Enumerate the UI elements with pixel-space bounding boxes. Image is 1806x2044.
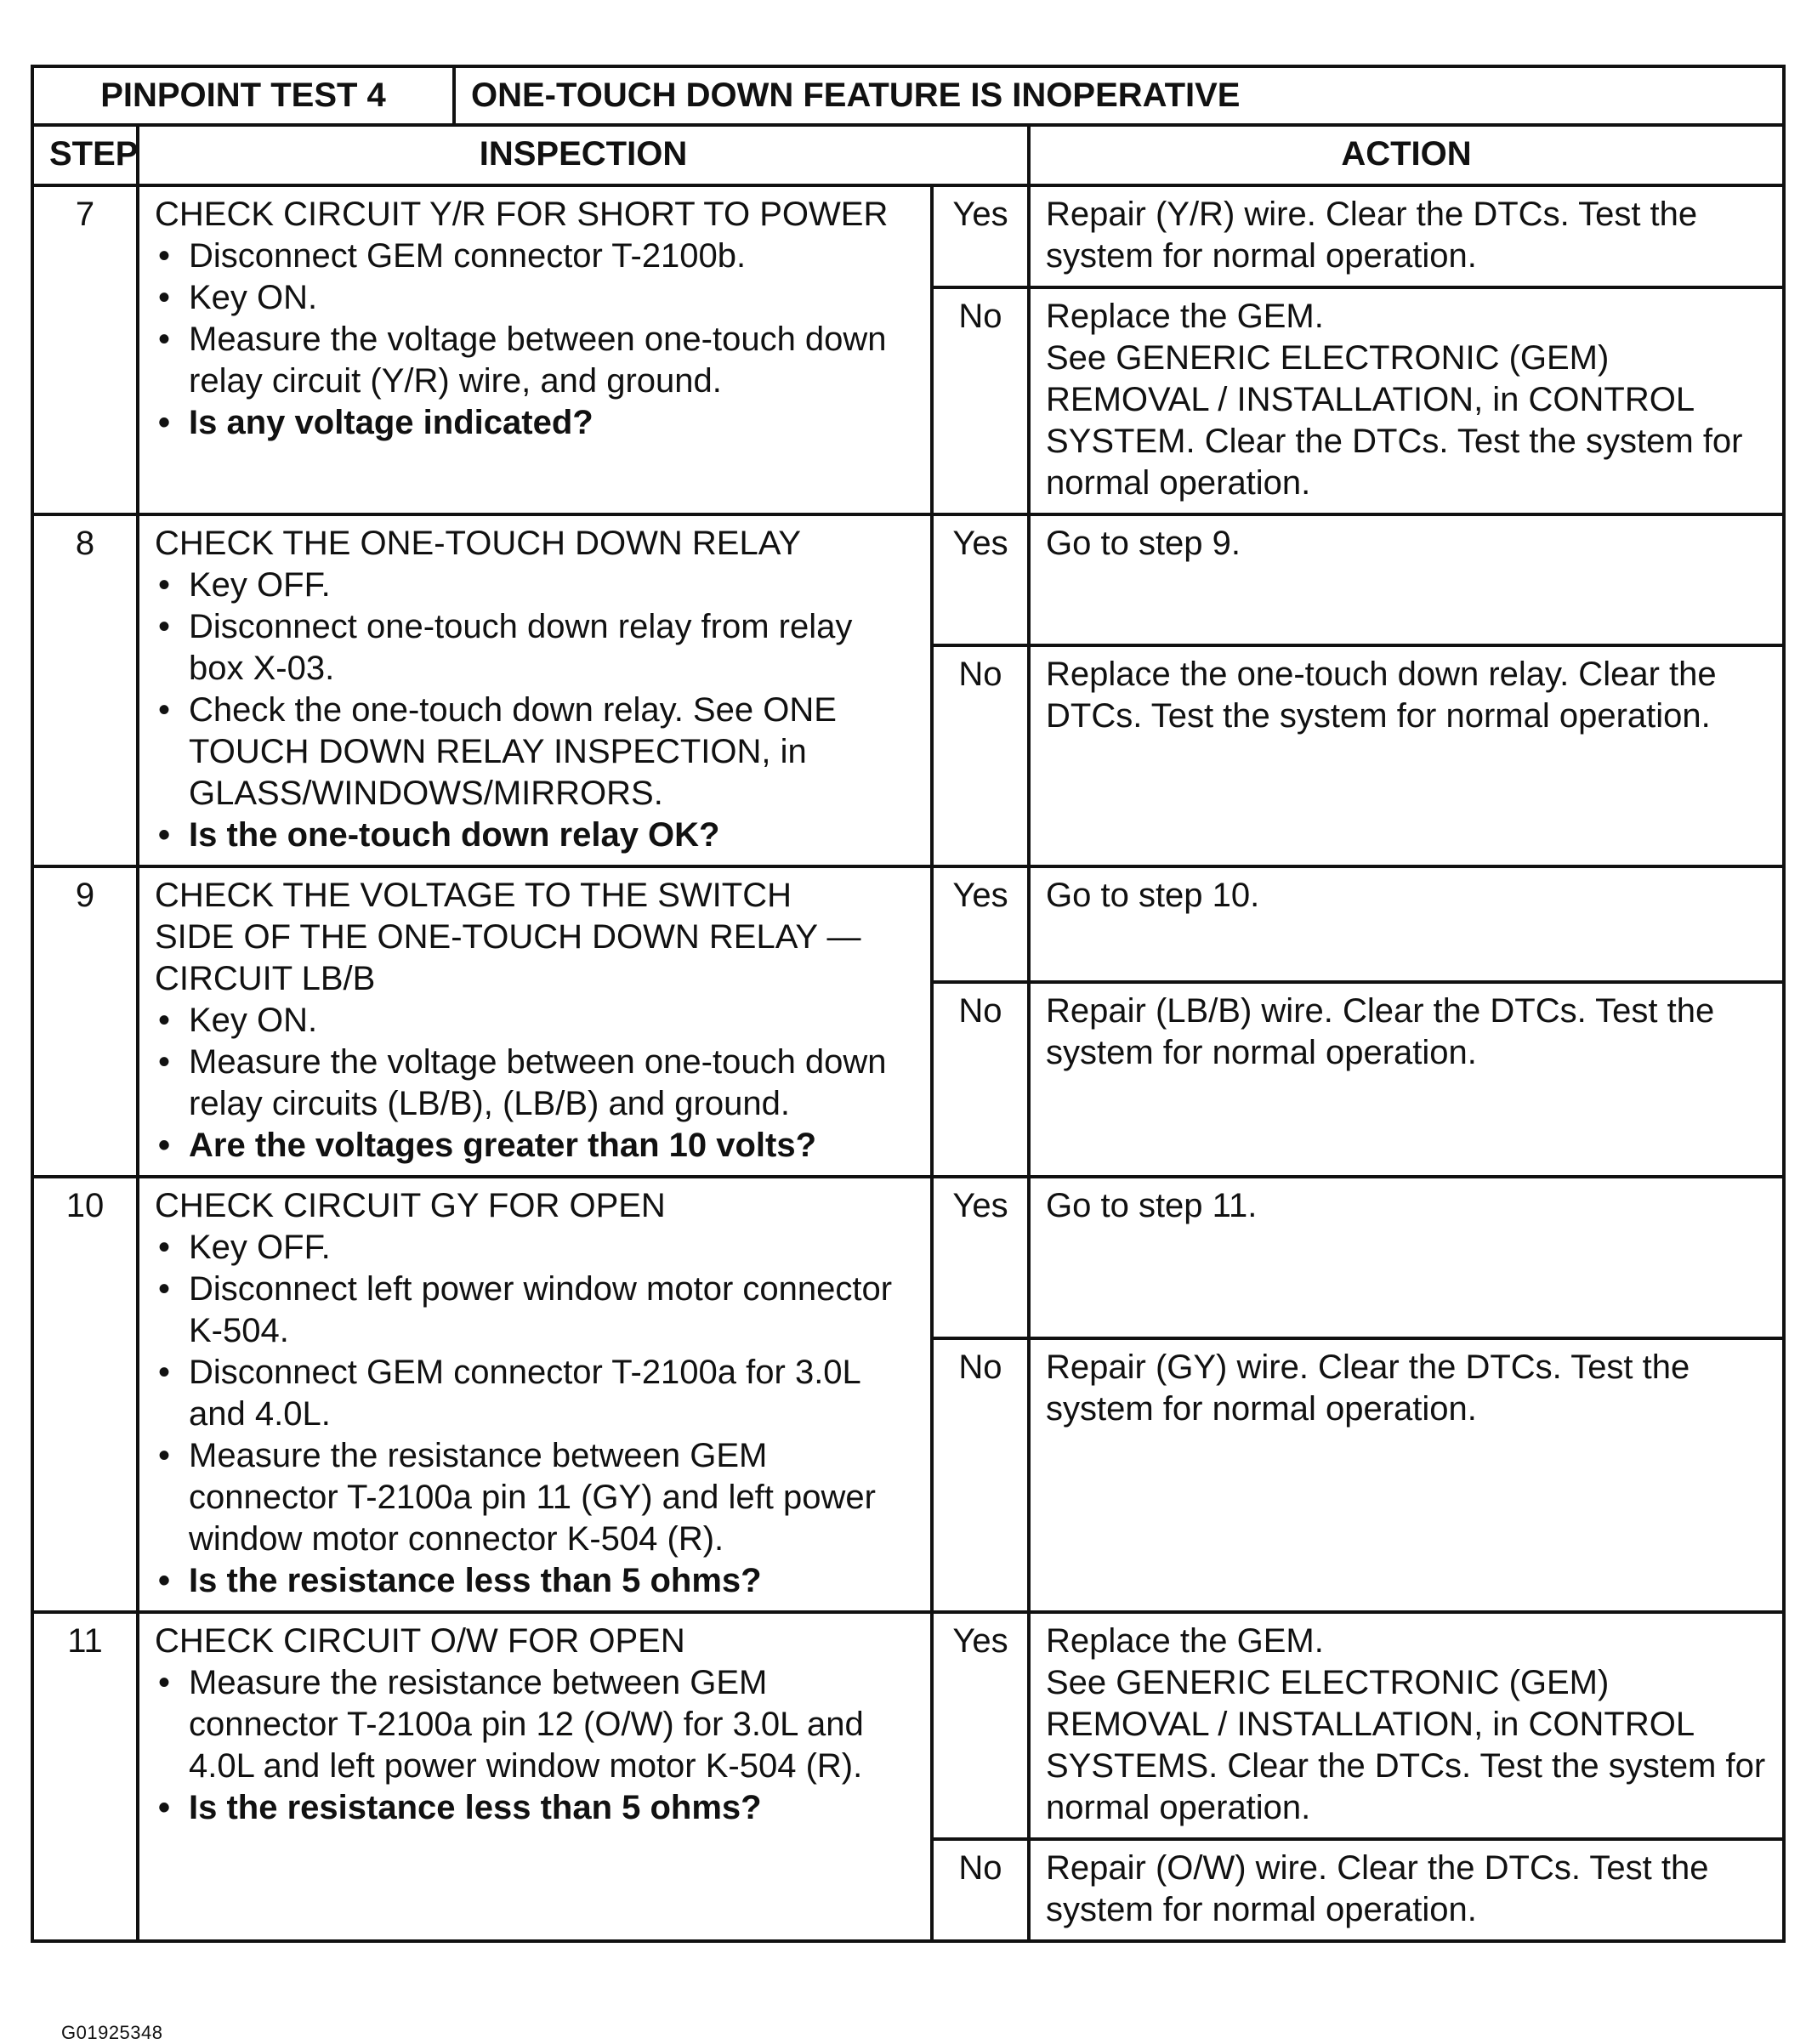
inspection-bullet: • Key ON. [155, 1000, 915, 1042]
answer-label: Yes [932, 866, 1029, 982]
step-number: 10 [32, 1177, 138, 1612]
header-layout [34, 68, 1782, 123]
inspection-bullet: • Disconnect left power window motor connector K-504. [155, 1269, 915, 1352]
answer-label: No [932, 982, 1029, 1177]
action-text: See GENERIC ELECTRONIC (GEM) REMOVAL / INSTALLATION, in CONTROL SYSTEMS. Clear the DTCs. Test the system for normal operation. [1046, 1664, 1766, 1826]
action-cell [1029, 866, 1784, 982]
step-number: 7 [32, 185, 138, 514]
test-title-box [456, 68, 1782, 123]
step-row [32, 1177, 1784, 1338]
inspection-steps-list [155, 565, 915, 856]
action-text: Go to step 11. [1046, 1187, 1258, 1224]
action-first-line: Replace the GEM. [1046, 298, 1324, 335]
pinpoint-test-table [31, 65, 1786, 1943]
action-first-line: Replace the GEM. [1046, 1622, 1324, 1660]
inspection-steps-list [155, 236, 915, 444]
inspection-title: CHECK CIRCUIT GY FOR OPEN [155, 1187, 666, 1224]
inspection-bullet: • Measure the voltage between one-touch down relay circuit (Y/R) wire, and ground. [155, 319, 915, 402]
inspection-bullet: • Key OFF. [155, 565, 915, 606]
inspection-bullet: • Measure the resistance between GEM connector T-2100a pin 12 (O/W) for 3.0L and 4.0L and left power window motor K-504 (R). [155, 1662, 915, 1787]
column-header-row [32, 125, 1784, 185]
action-cell [1029, 1839, 1784, 1941]
action-cell [1029, 185, 1784, 287]
action-text: Repair (LB/B) wire. Clear the DTCs. Test the system for normal operation. [1046, 991, 1715, 1071]
action-text: Replace the one-touch down relay. Clear the DTCs. Test the system for normal operation. [1046, 655, 1717, 735]
column-header-inspection: INSPECTION [138, 125, 1029, 185]
inspection-cell [138, 866, 932, 1177]
inspection-cell [138, 1612, 932, 1941]
inspection-title: CHECK CIRCUIT O/W FOR OPEN [155, 1622, 685, 1660]
answer-label: Yes [932, 1612, 1029, 1839]
inspection-question: • Is the one-touch down relay OK? [155, 815, 915, 856]
inspection-bullet: • Key ON. [155, 277, 915, 319]
inspection-bullet: • Check the one-touch down relay. See ONE TOUCH DOWN RELAY INSPECTION, in GLASS/WINDOWS/MIRRORS. [155, 690, 915, 815]
inspection-bullet: • Disconnect GEM connector T-2100b. [155, 236, 915, 277]
column-header-action: ACTION [1029, 125, 1784, 185]
step-number: 11 [32, 1612, 138, 1941]
inspection-steps-list [155, 1000, 915, 1167]
step-row [32, 1612, 1784, 1839]
answer-label: No [932, 1338, 1029, 1612]
answer-label: No [932, 1839, 1029, 1941]
inspection-steps-list [155, 1227, 915, 1602]
inspection-question: • Is any voltage indicated? [155, 402, 915, 444]
answer-label: No [932, 645, 1029, 866]
inspection-title: SIDE OF THE ONE-TOUCH DOWN RELAY — [155, 918, 861, 956]
inspection-question: • Is the resistance less than 5 ohms? [155, 1560, 915, 1602]
answer-label: Yes [932, 185, 1029, 287]
step-row [32, 866, 1784, 982]
inspection-title: CHECK THE ONE-TOUCH DOWN RELAY [155, 525, 802, 562]
inspection-bullet: • Measure the resistance between GEM connector T-2100a pin 11 (GY) and left power window motor connector K-504 (R). [155, 1435, 915, 1560]
action-cell [1029, 287, 1784, 514]
action-cell [1029, 1612, 1784, 1839]
action-cell [1029, 982, 1784, 1177]
inspection-cell [138, 185, 932, 514]
test-label-box [34, 68, 456, 123]
test-label-text: PINPOINT TEST 4 [100, 77, 386, 114]
answer-label: No [932, 287, 1029, 514]
action-text: Repair (O/W) wire. Clear the DTCs. Test the system for normal operation. [1046, 1849, 1709, 1928]
action-text: Repair (GY) wire. Clear the DTCs. Test the system for normal operation. [1046, 1348, 1690, 1428]
step-row [32, 185, 1784, 287]
figure-id: G01925348 [61, 2022, 163, 2043]
pinpoint-test-document [31, 65, 1782, 2043]
inspection-bullet: • Disconnect one-touch down relay from relay box X-03. [155, 606, 915, 690]
answer-label: Yes [932, 514, 1029, 645]
action-text: Go to step 10. [1046, 877, 1260, 914]
inspection-title: CHECK THE VOLTAGE TO THE SWITCH [155, 877, 792, 914]
action-text: Go to step 9. [1046, 525, 1241, 562]
inspection-question: • Are the voltages greater than 10 volts? [155, 1125, 915, 1167]
inspection-cell [138, 514, 932, 866]
step-number: 9 [32, 866, 138, 1177]
action-cell [1029, 1338, 1784, 1612]
action-cell [1029, 514, 1784, 645]
action-text: See GENERIC ELECTRONIC (GEM) REMOVAL / INSTALLATION, in CONTROL SYSTEM. Clear the DTCs. Test the system for normal operation. [1046, 339, 1743, 502]
inspection-cell [138, 1177, 932, 1612]
inspection-steps-list [155, 1662, 915, 1829]
action-cell [1029, 1177, 1784, 1338]
step-number: 8 [32, 514, 138, 866]
inspection-bullet: • Key OFF. [155, 1227, 915, 1269]
inspection-bullet: • Disconnect GEM connector T-2100a for 3.0L and 4.0L. [155, 1352, 915, 1435]
column-header-step: STEP [32, 125, 138, 185]
action-cell [1029, 645, 1784, 866]
step-row [32, 514, 1784, 645]
action-text: Repair (Y/R) wire. Clear the DTCs. Test the system for normal operation. [1046, 196, 1698, 275]
inspection-question: • Is the resistance less than 5 ohms? [155, 1787, 915, 1829]
header-cell [32, 66, 1784, 125]
header-row [32, 66, 1784, 125]
inspection-bullet: • Measure the voltage between one-touch down relay circuits (LB/B), (LB/B) and ground. [155, 1042, 915, 1125]
test-title-text: ONE-TOUCH DOWN FEATURE IS INOPERATIVE [471, 77, 1241, 114]
inspection-title: CIRCUIT LB/B [155, 960, 376, 997]
inspection-title: CHECK CIRCUIT Y/R FOR SHORT TO POWER [155, 196, 889, 233]
answer-label: Yes [932, 1177, 1029, 1338]
